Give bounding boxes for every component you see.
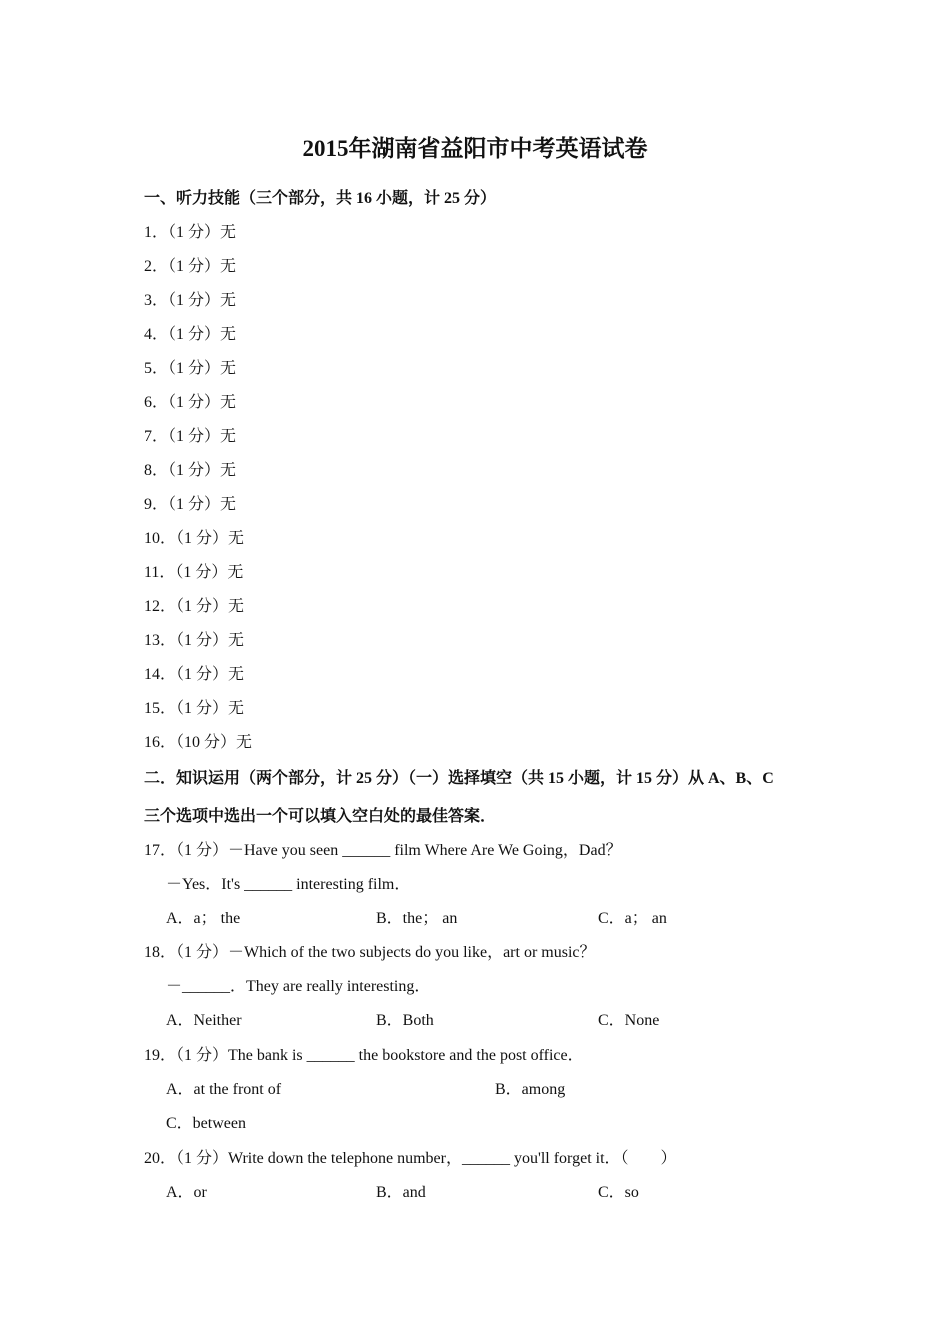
question-17-option-b: B．the； an bbox=[376, 910, 458, 927]
question-18-stem: 18．（1 分）－Which of the two subjects do you like，art or music？ bbox=[144, 944, 596, 961]
listening-item-6: 6．（1 分）无 bbox=[144, 394, 237, 411]
question-18-option-c: C．None bbox=[598, 1012, 660, 1029]
question-17-option-a: A．a； the bbox=[166, 910, 241, 927]
listening-item-2: 2．（1 分）无 bbox=[144, 258, 237, 275]
listening-item-11: 11．（1 分）无 bbox=[144, 564, 244, 581]
listening-item-10: 10．（1 分）无 bbox=[144, 530, 245, 547]
question-17-stem2: －Yes．It's ______ interesting film． bbox=[166, 876, 411, 893]
listening-item-15: 15．（1 分）无 bbox=[144, 700, 245, 717]
question-19-option-c: C．between bbox=[166, 1115, 246, 1132]
listening-item-9: 9．（1 分）无 bbox=[144, 496, 237, 513]
question-17-option-c: C．a； an bbox=[598, 910, 667, 927]
question-17-stem: 17．（1 分）－Have you seen ______ film Where Are We Going，Dad？ bbox=[144, 842, 622, 859]
listening-item-7: 7．（1 分）无 bbox=[144, 428, 237, 445]
listening-item-3: 3．（1 分）无 bbox=[144, 292, 237, 309]
question-20-option-b: B．and bbox=[376, 1184, 426, 1201]
question-18-option-b: B．Both bbox=[376, 1012, 434, 1029]
listening-item-13: 13．（1 分）无 bbox=[144, 632, 245, 649]
listening-item-4: 4．（1 分）无 bbox=[144, 326, 237, 343]
page-title: 2015年湖南省益阳市中考英语试卷 bbox=[302, 136, 648, 161]
section2-heading-line1: 二．知识运用（两个部分，计 25 分）（一）选择填空（共 15 小题，计 15 分）从 A、B、C bbox=[144, 770, 774, 787]
question-19-option-b: B．among bbox=[495, 1081, 566, 1098]
listening-item-14: 14．（1 分）无 bbox=[144, 666, 245, 683]
question-19-stem: 19．（1 分）The bank is ______ the bookstore and the post office． bbox=[144, 1047, 584, 1064]
question-18-option-a: A．Neither bbox=[166, 1012, 242, 1029]
question-20-option-c: C．so bbox=[598, 1184, 639, 1201]
question-20-stem: 20．（1 分）Write down the telephone number，______ you'll forget it．（ ） bbox=[144, 1150, 677, 1167]
question-20-option-a: A．or bbox=[166, 1184, 207, 1201]
listening-item-16: 16．（10 分）无 bbox=[144, 734, 253, 751]
question-19-option-a: A．at the front of bbox=[166, 1081, 282, 1098]
listening-item-5: 5．（1 分）无 bbox=[144, 360, 237, 377]
listening-item-8: 8．（1 分）无 bbox=[144, 462, 237, 479]
listening-item-12: 12．（1 分）无 bbox=[144, 598, 245, 615]
question-18-stem2: －______．They are really interesting． bbox=[166, 978, 431, 995]
section2-heading-line2: 三个选项中选出一个可以填入空白处的最佳答案． bbox=[144, 808, 497, 825]
listening-item-1: 1．（1 分）无 bbox=[144, 224, 237, 241]
section1-heading: 一、听力技能（三个部分，共 16 小题，计 25 分） bbox=[144, 190, 497, 207]
